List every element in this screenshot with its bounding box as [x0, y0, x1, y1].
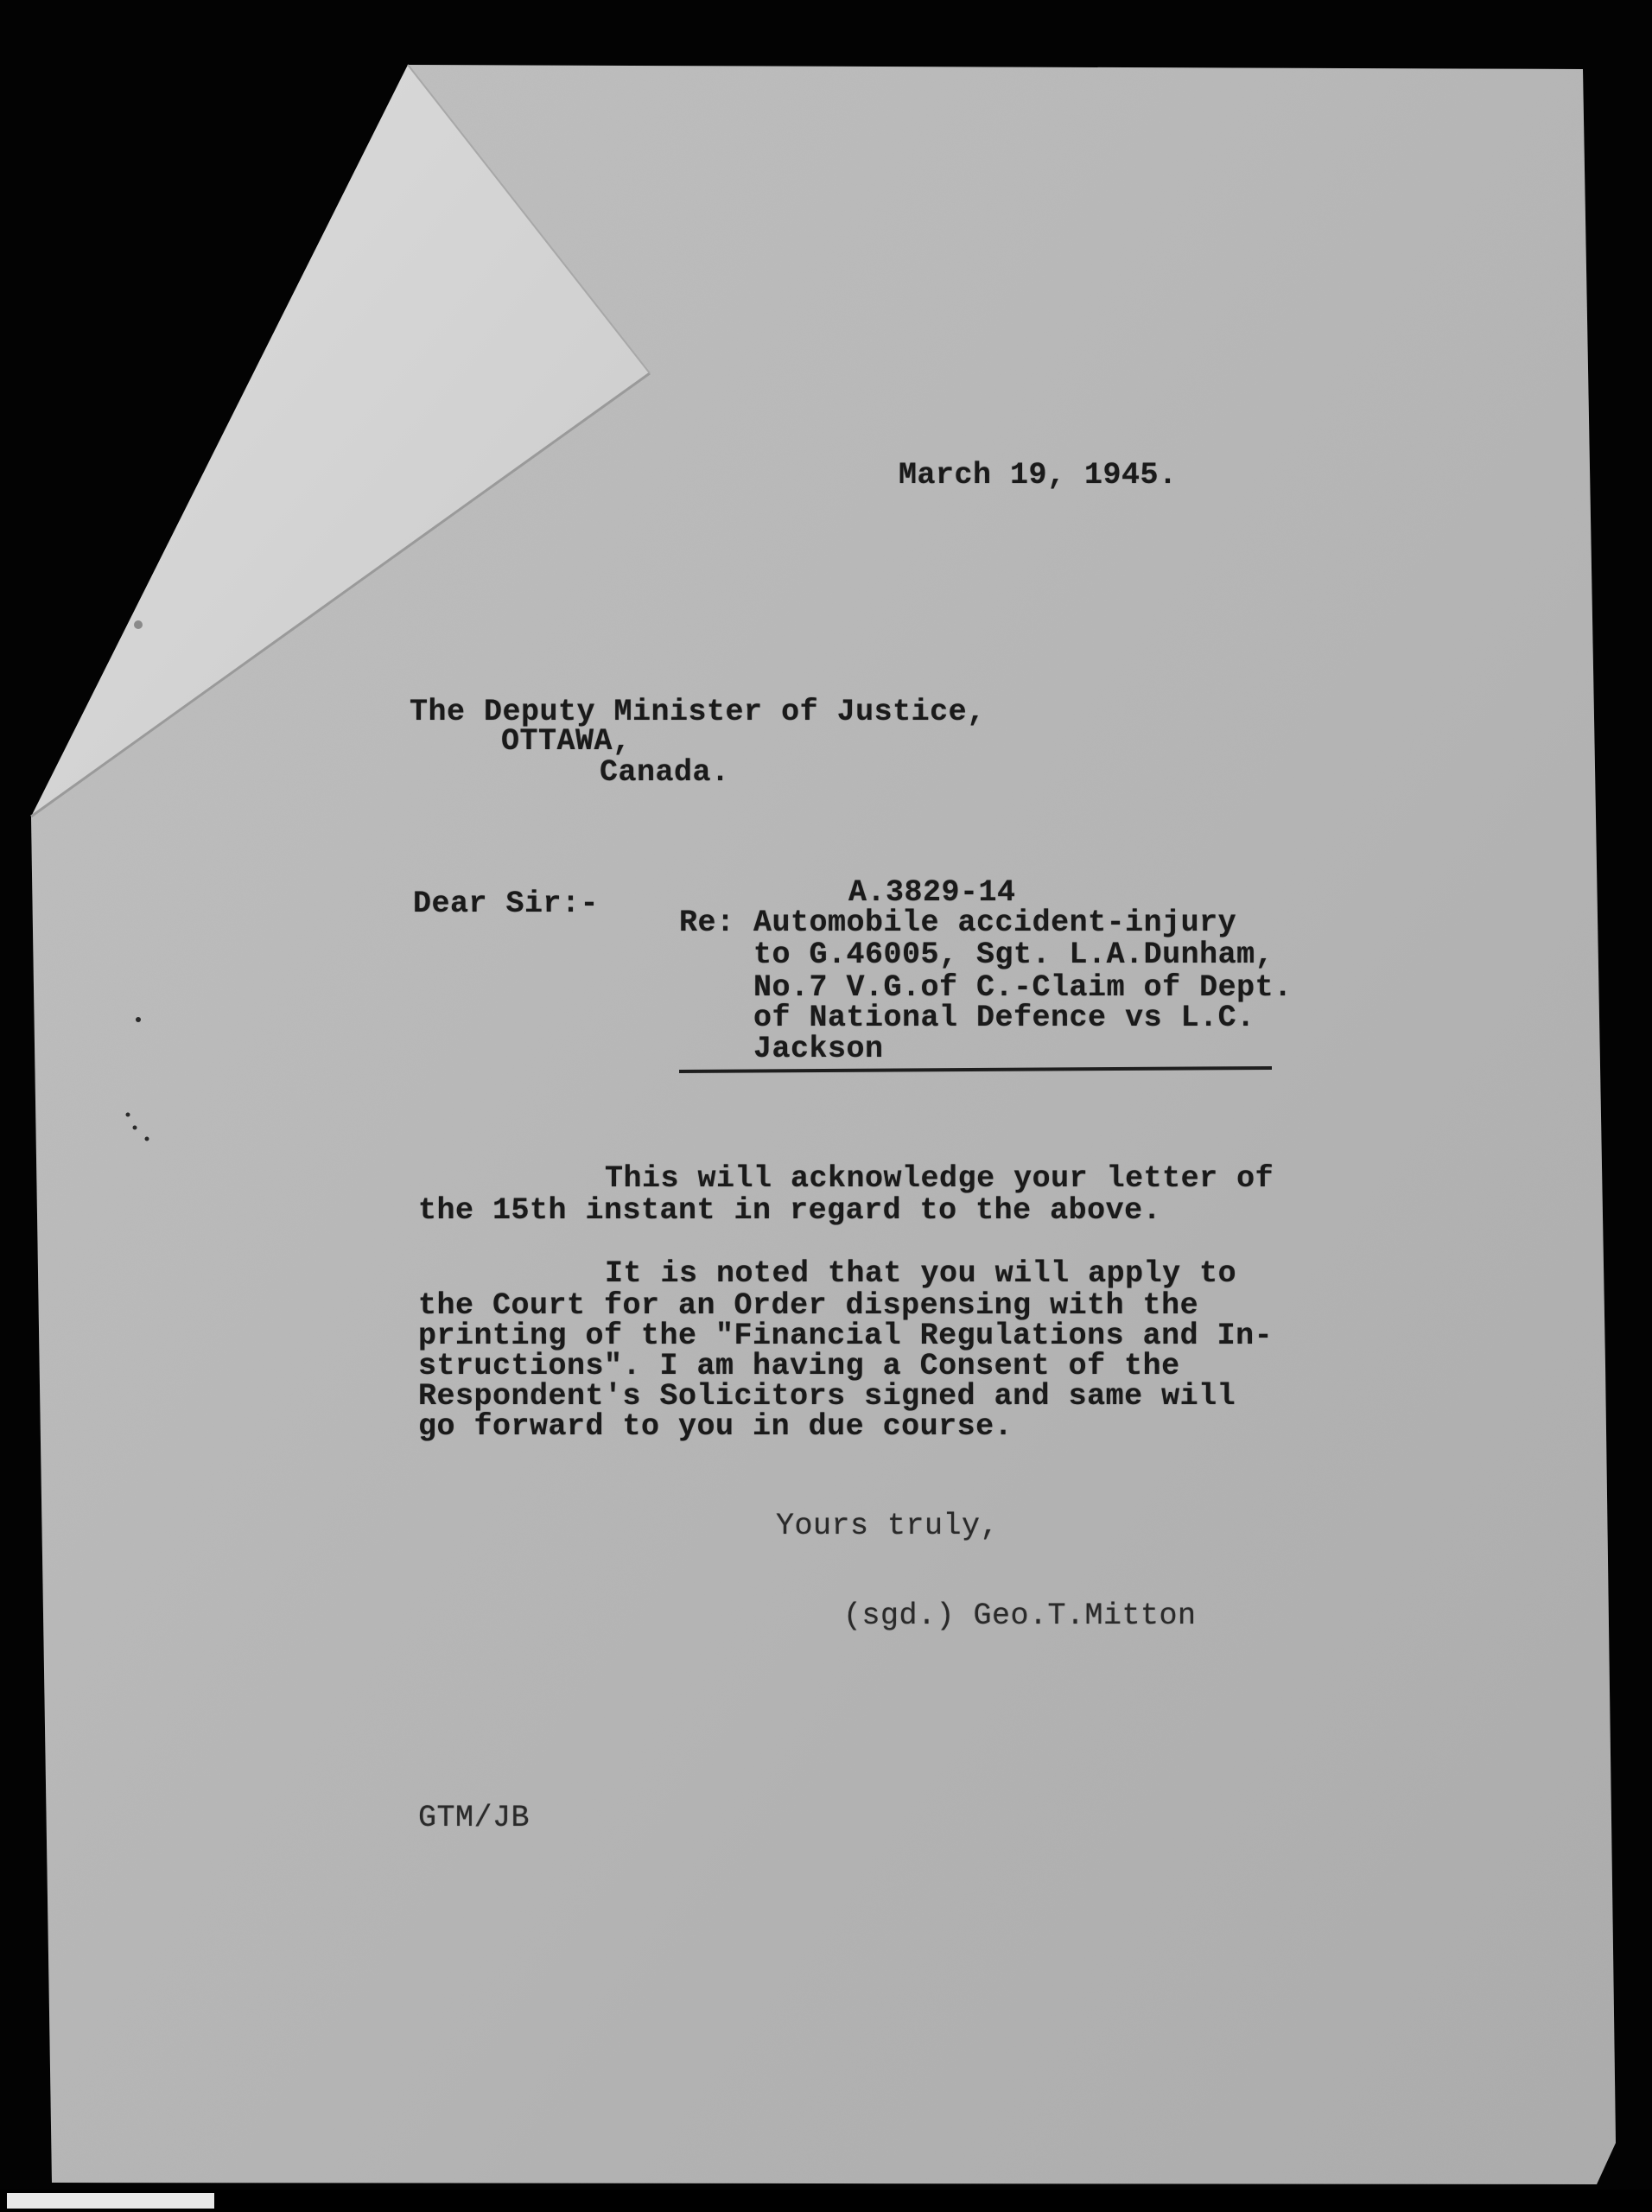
file-reference: A.3829-14 [848, 875, 1016, 910]
body-paragraph-2-line-3: printing of the "Financial Regulations and In- [418, 1319, 1274, 1353]
recipient-line-2: OTTAWA, [501, 724, 632, 759]
subject-line-3: No.7 V.G.of C.-Claim of Dept. [753, 970, 1293, 1005]
letter-date: March 19, 1945. [899, 458, 1178, 493]
subject-line-4: of National Defence vs L.C. [753, 1001, 1255, 1035]
typist-initials: GTM/JB [418, 1801, 531, 1835]
subject-line-1: Re: Automobile accident-injury [679, 906, 1237, 940]
recipient-line-1: The Deputy Minister of Justice, [410, 695, 986, 729]
subject-line-2: to G.46005, Sgt. L.A.Dunham, [753, 938, 1274, 972]
body-paragraph-2-line-2: the Court for an Order dispensing with the [418, 1288, 1199, 1323]
body-paragraph-1-line-2: the 15th instant in regard to the above. [418, 1193, 1162, 1228]
recipient-line-3: Canada. [600, 755, 730, 790]
salutation: Dear Sir:- [413, 887, 600, 921]
closing: Yours truly, [776, 1509, 1000, 1543]
subject-line-5: Jackson [753, 1032, 884, 1066]
signature: (sgd.) Geo.T.Mitton [843, 1599, 1197, 1633]
body-paragraph-2-line-1: It is noted that you will apply to [605, 1256, 1237, 1291]
body-paragraph-2-line-6: go forward to you in due course. [418, 1409, 1013, 1444]
body-paragraph-1-line-1: This will acknowledge your letter of [605, 1161, 1274, 1196]
scan-edge-mark [7, 2193, 214, 2209]
body-paragraph-2-line-5: Respondent's Solicitors signed and same will [418, 1379, 1236, 1414]
body-paragraph-2-line-4: structions". I am having a Consent of the [418, 1349, 1180, 1383]
scan-footer-strip [0, 2190, 1652, 2212]
